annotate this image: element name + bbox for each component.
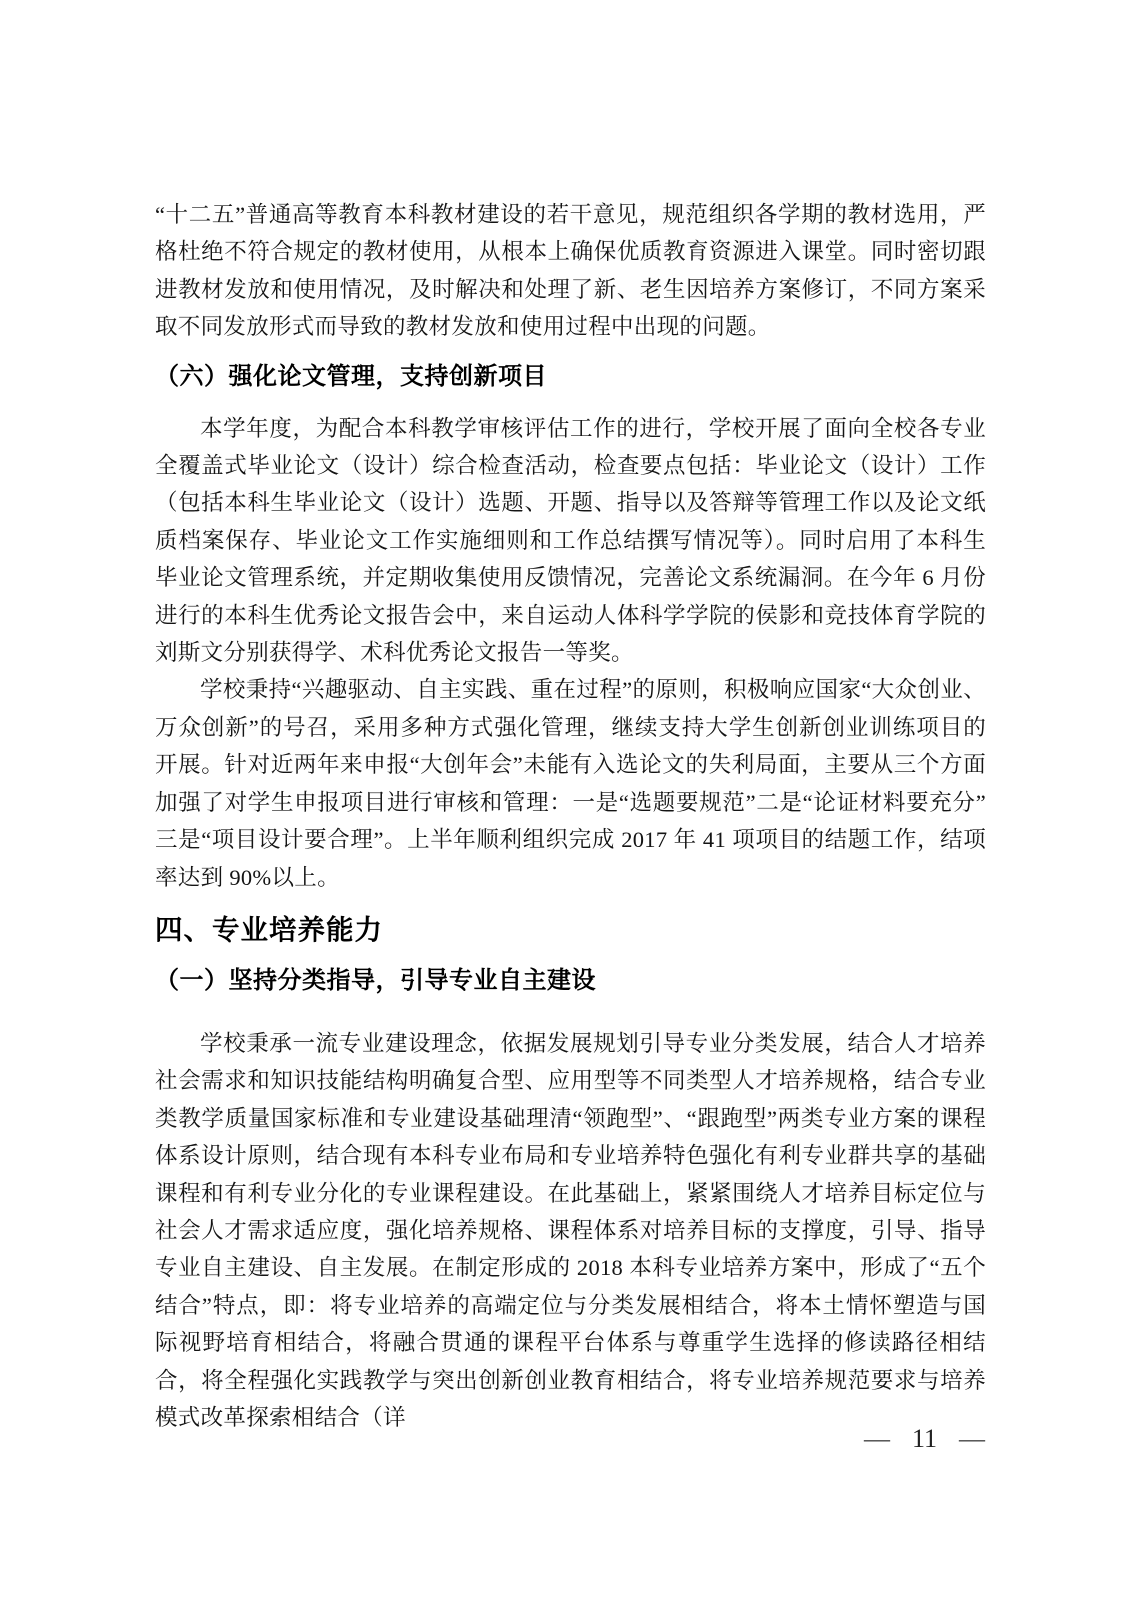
page-number <box>864 1424 985 1454</box>
page-number-left-dash: — <box>863 1424 890 1453</box>
chapter-heading-4-training-capacity: 四、专业培养能力 <box>155 913 383 945</box>
section-heading-6-thesis-management: （六）强化论文管理，支持创新项目 <box>155 362 547 390</box>
paragraph-thesis-inspection: 本学年度，为配合本科教学审核评估工作的进行，学校开展了面向全校各专业全覆盖式毕业论文（设计）综合检查活动，检查要点包括：毕业论文（设计）工作（包括本科生毕业论文（设计）选题、开题、指导以及答辩等管理工作以及论文纸质档案保存、毕业论文工作实施细则和工作总结撰写情况等）。同时启用了本科生毕业论文管理系统，并定期收集使用反馈情况，完善论文系统漏洞。在今年 6 月份进行的本科生优秀论文报告会中，来自运动人体科学学院的侯影和竞技体育学院的刘斯文分别获得学、术科优秀论文报告一等奖。 <box>155 415 986 666</box>
document-body <box>155 196 986 1436</box>
paragraph-innovation-projects: 学校秉持“兴趣驱动、自主实践、重在过程”的原则，积极响应国家“大众创业、万众创新”的号召，采用多种方式强化管理，继续支持大学生创新创业训练项目的开展。针对近两年来申报“大创年会”未能有入选论文的失利局面，主要从三个方面加强了对学生申报项目进行审核和管理：一是“选题要规范”二是“论证材料要充分”三是“项目设计要合理”。上半年顺利组织完成 2017 年 41 项项目的结题工作，结项率达到 90%以上。 <box>155 677 986 890</box>
paragraph-major-construction: 学校秉承一流专业建设理念，依据发展规划引导专业分类发展，结合人才培养社会需求和知识技能结构明确复合型、应用型等不同类型人才培养规格，结合专业类教学质量国家标准和专业建设基础理清“领跑型”、“跟跑型”两类专业方案的课程体系设计原则，结合现有本科专业布局和专业培养特色强化有利专业群共享的基础课程和有利专业分化的专业课程建设。在此基础上，紧紧围绕人才培养目标定位与社会人才需求适应度，强化培养规格、课程体系对培养目标的支撑度，引导、指导专业自主建设、自主发展。在制定形成的 2018 本科专业培养方案中，形成了“五个结合”特点，即：将专业培养的高端定位与分类发展相结合，将本土情怀塑造与国际视野培育相结合，将融合贯通的课程平台体系与尊重学生选择的修读路径相结合，将全程强化实践教学与突出创新创业教育相结合，将专业培养规范要求与培养模式改革探索相结合（详 <box>155 1030 986 1430</box>
page-number-value: 11 <box>911 1424 937 1453</box>
page-number-right-dash: — <box>959 1424 985 1453</box>
section-heading-1-classified-guidance: （一）坚持分类指导，引导专业自主建设 <box>155 966 596 994</box>
paragraph-textbook-management: “十二五”普通高等教育本科教材建设的若干意见，规范组织各学期的教材选用，严格杜绝不符合规定的教材使用，从根本上确保优质教育资源进入课堂。同时密切跟进教材发放和使用情况，及时解决和处理了新、老生因培养方案修订，不同方案采取不同发放形式而导致的教材发放和使用过程中出现的问题。 <box>155 202 986 340</box>
